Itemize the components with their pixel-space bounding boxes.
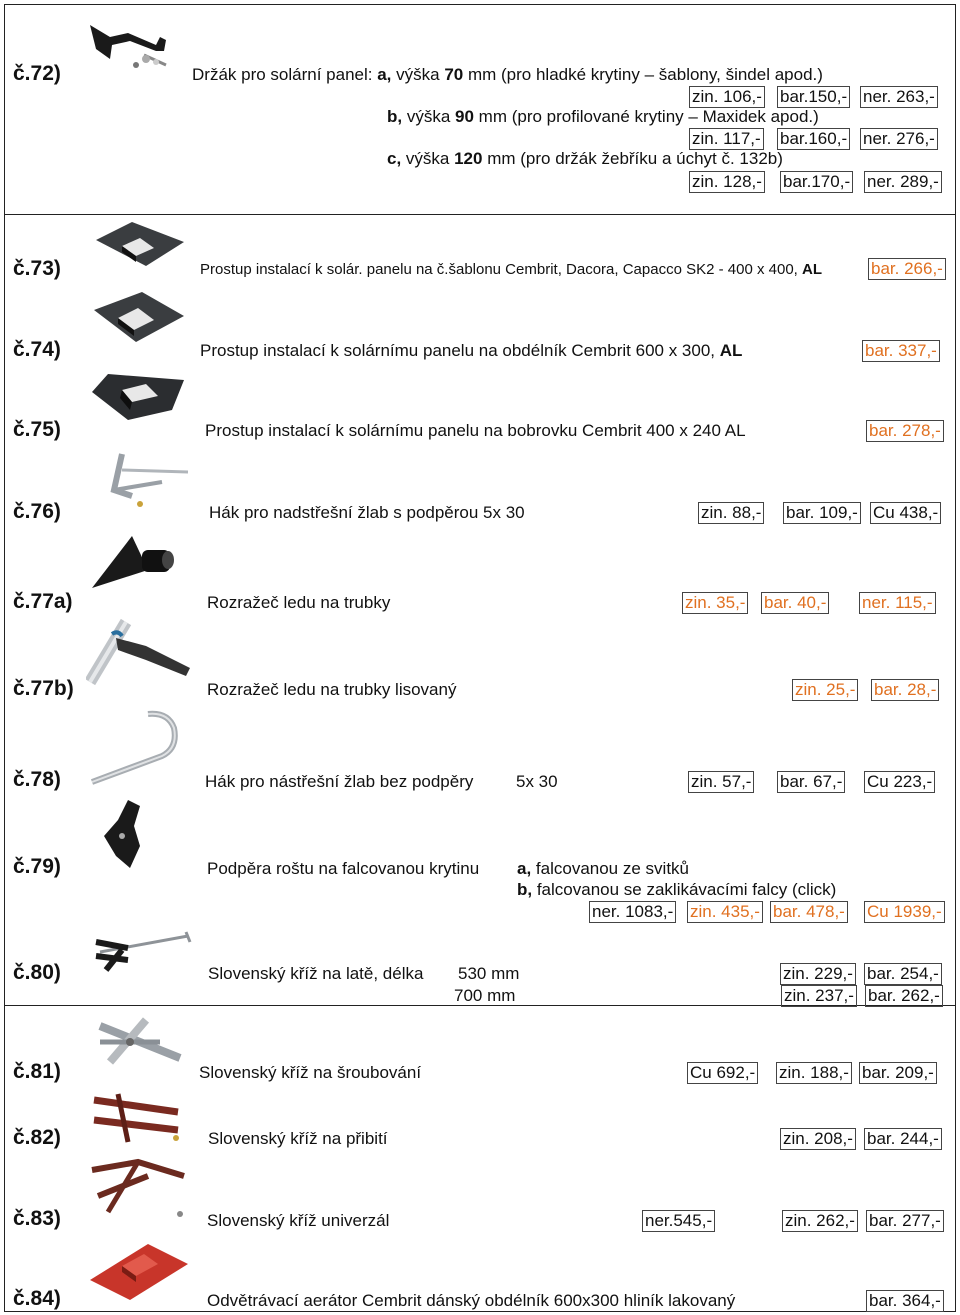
- product-description: [192, 65, 823, 85]
- solar-panel-holder-image: [86, 15, 171, 70]
- variant-rest: falcovanou ze svitků: [531, 859, 689, 878]
- variant-height: 120: [454, 149, 483, 168]
- product-number: č.75): [13, 418, 61, 441]
- gutter-hook-image: [88, 708, 180, 786]
- product-text: Prostup instalací k solárnímu panelu na obdélník Cembrit 600 x 300,: [200, 341, 716, 360]
- price-zinc: zin. 229,-: [780, 963, 856, 985]
- product-size: 5x 30: [516, 772, 558, 791]
- product-text: Rozražeč ledu na trubky lisovaný: [207, 680, 457, 699]
- material-label: AL: [719, 341, 743, 360]
- price-stainless: ner.545,-: [642, 1210, 715, 1232]
- product-variant-c: [387, 149, 783, 169]
- variant-prefix: a,: [517, 859, 532, 878]
- material-label: AL: [802, 261, 822, 278]
- variant-prefix: b,: [517, 880, 533, 899]
- product-number: č.73): [13, 257, 61, 280]
- price-zinc: zin. 435,-: [687, 901, 763, 923]
- variant-prefix: b,: [387, 107, 403, 126]
- product-number: č.82): [13, 1126, 61, 1149]
- product-description: [200, 341, 742, 361]
- price-copper: Cu 692,-: [687, 1062, 758, 1084]
- variant-text: výška: [401, 149, 455, 168]
- variant-rest: mm (pro profilované krytiny – Maxidek apod.): [473, 107, 819, 126]
- product-text: Slovenský kříž na latě, délka: [208, 964, 424, 983]
- price-zinc: zin. 106,-: [689, 86, 765, 108]
- product-text: Rozražeč ledu na trubky: [207, 593, 391, 612]
- grate-support-image: [100, 796, 144, 874]
- price-zinc: zin. 117,-: [689, 128, 764, 150]
- product-number: č.84): [13, 1287, 61, 1310]
- product-number: č.80): [13, 961, 61, 984]
- variant-height: 70: [444, 65, 464, 84]
- price-stainless: ner. 115,-: [859, 592, 936, 614]
- variant-prefix: c,: [387, 149, 402, 168]
- product-number: č.77b): [13, 677, 74, 700]
- gutter-hook-support-image: [92, 450, 192, 512]
- product-variant-b: [517, 880, 836, 900]
- product-text: Slovenský kříž na šroubování: [199, 1063, 422, 1082]
- product-number: č.81): [13, 1060, 61, 1083]
- ice-breaker-pressed-image: [86, 616, 198, 686]
- solar-passthrough-rectangle-image: [92, 290, 187, 345]
- product-length: 530 mm: [458, 964, 520, 983]
- ventilation-aerator-image: [88, 1240, 190, 1302]
- ice-breaker-pipe-image: [86, 530, 178, 592]
- price-painted: bar. 109,-: [783, 502, 861, 524]
- price-stainless: ner. 263,-: [860, 86, 938, 108]
- product-text: Odvětrávací aerátor Cembrit dánský obdélník 600x300 hliník lakovaný: [207, 1291, 736, 1310]
- product-number: č.74): [13, 338, 61, 361]
- price-painted: bar.160,-: [777, 128, 850, 150]
- variant-text: výška: [391, 65, 445, 84]
- price-zinc: zin. 35,-: [682, 592, 748, 614]
- variant-height: 90: [455, 107, 474, 126]
- price-painted: bar. 67,-: [777, 771, 845, 793]
- price-painted: bar. 478,-: [770, 901, 848, 923]
- price-zinc: zin. 188,-: [776, 1062, 852, 1084]
- product-number: č.78): [13, 768, 61, 791]
- price-painted: bar.150,-: [777, 86, 850, 108]
- product-text: Hák pro nadstřešní žlab s podpěrou 5x 30: [209, 503, 525, 522]
- variant-rest: falcovanou se zaklikávacími falcy (click): [532, 880, 837, 899]
- price-zinc: zin. 88,-: [698, 502, 764, 524]
- price-painted: bar. 244,-: [864, 1128, 942, 1150]
- price-painted: bar. 209,-: [859, 1062, 937, 1084]
- variant-prefix: a,: [377, 65, 392, 84]
- price-painted: bar. 364,-: [866, 1290, 944, 1312]
- price-zinc: zin. 57,-: [688, 771, 754, 793]
- price-zinc: zin. 25,-: [792, 679, 858, 701]
- price-painted: bar. 337,-: [862, 340, 940, 362]
- variant-rest: mm (pro hladké krytiny – šablony, šindel apod.): [463, 65, 823, 84]
- price-painted: bar. 266,-: [868, 258, 946, 280]
- product-text: Slovenský kříž univerzál: [207, 1211, 390, 1230]
- product-variant-b: [387, 107, 819, 127]
- product-number: č.72): [13, 62, 61, 85]
- price-zinc: zin. 128,-: [689, 171, 765, 193]
- solar-passthrough-beaver-image: [88, 370, 188, 422]
- variant-text: výška: [402, 107, 456, 126]
- product-length: 700 mm: [454, 986, 516, 1005]
- product-text: Podpěra roštu na falcovanou krytinu: [207, 859, 480, 878]
- product-number: č.77a): [13, 590, 73, 613]
- price-painted: bar. 28,-: [871, 679, 939, 701]
- price-painted: bar. 262,-: [865, 985, 943, 1007]
- product-description: [200, 261, 822, 278]
- product-number: č.76): [13, 500, 61, 523]
- price-zinc: zin. 208,-: [780, 1128, 856, 1150]
- price-copper: Cu 1939,-: [864, 901, 945, 923]
- price-zinc: zin. 262,-: [782, 1210, 858, 1232]
- price-copper: Cu 438,-: [870, 502, 941, 524]
- price-copper: Cu 223,-: [864, 771, 935, 793]
- product-number: č.79): [13, 855, 61, 878]
- variant-rest: mm (pro držák žebříku a úchyt č. 132b): [482, 149, 783, 168]
- price-stainless: ner. 289,-: [864, 171, 942, 193]
- product-text: Prostup instalací k solárnímu panelu na bobrovku Cembrit 400 x 240 AL: [205, 421, 746, 440]
- price-painted: bar. 278,-: [866, 420, 944, 442]
- product-text: Prostup instalací k solár. panelu na č.šablonu Cembrit, Dacora, Capacco SK2 - 400 x 400,: [200, 261, 798, 278]
- slovak-cross-universal-image: [88, 1156, 188, 1226]
- price-zinc: zin. 237,-: [781, 985, 857, 1007]
- product-variant-a: [517, 859, 689, 879]
- price-painted: bar. 254,-: [864, 963, 942, 985]
- product-text: Slovenský kříž na přibití: [208, 1129, 388, 1148]
- price-painted: bar. 40,-: [761, 592, 829, 614]
- product-text: Hák pro nástřešní žlab bez podpěry: [205, 772, 474, 791]
- row-divider: [4, 214, 956, 215]
- slovak-cross-batten-image: [92, 930, 192, 978]
- price-stainless: ner. 276,-: [860, 128, 938, 150]
- slovak-cross-nail-image: [88, 1090, 188, 1146]
- price-painted: bar.170,-: [780, 171, 853, 193]
- product-title: Držák pro solární panel:: [192, 65, 373, 84]
- slovak-cross-screw-image: [90, 1012, 190, 1076]
- price-painted: bar. 277,-: [866, 1210, 944, 1232]
- solar-passthrough-square-image: [92, 220, 187, 272]
- product-number: č.83): [13, 1207, 61, 1230]
- price-stainless: ner. 1083,-: [589, 901, 676, 923]
